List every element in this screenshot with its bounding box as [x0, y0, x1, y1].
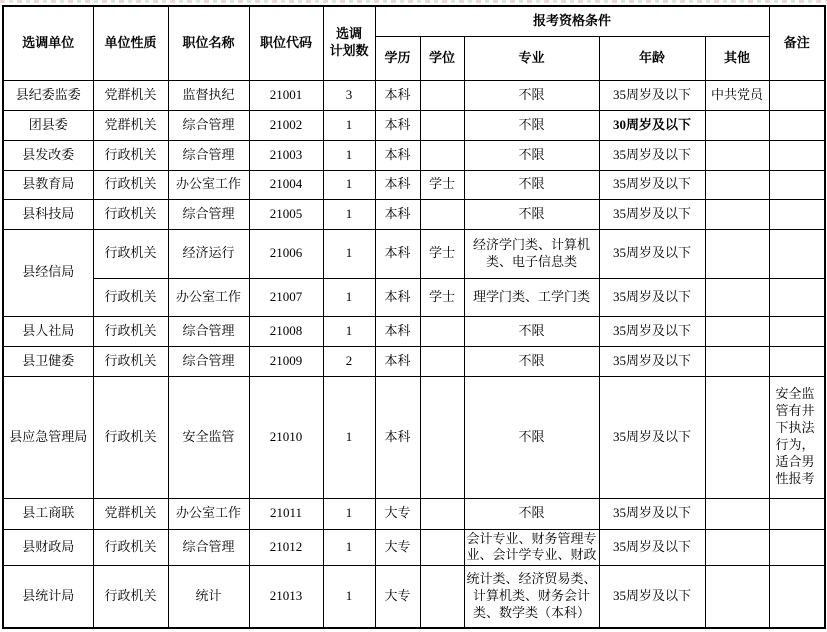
- cell-unit: 县卫健委: [3, 346, 93, 376]
- cell-remark: [769, 316, 825, 346]
- cell-age: 30周岁及以下: [599, 110, 705, 140]
- cell-degree: [420, 346, 464, 376]
- cell-education: 本科: [375, 346, 420, 376]
- cell-code: 21009: [249, 346, 323, 376]
- cell-other: 中共党员: [705, 80, 769, 110]
- cell-major: 不限: [464, 80, 599, 110]
- table-row: [3, 80, 825, 110]
- cell-nature: 行政机关: [93, 376, 168, 498]
- cell-age: 35周岁及以下: [599, 170, 705, 199]
- cell-other: [705, 199, 769, 229]
- cell-education: 本科: [375, 199, 420, 229]
- cell-other: [705, 229, 769, 278]
- cell-degree: 学士: [420, 170, 464, 199]
- col-header-degree: 学位: [420, 36, 464, 80]
- cell-nature: 党群机关: [93, 498, 168, 529]
- cell-position: 办公室工作: [168, 170, 249, 199]
- cell-position: 办公室工作: [168, 498, 249, 529]
- cell-age: 35周岁及以下: [599, 199, 705, 229]
- cell-unit: 县人社局: [3, 316, 93, 346]
- cell-other: [705, 140, 769, 170]
- col-header-major: 专业: [464, 36, 599, 80]
- cell-education: 本科: [375, 110, 420, 140]
- cell-position: 监督执纪: [168, 80, 249, 110]
- cell-plan: 1: [323, 278, 375, 316]
- col-header-code: 职位代码: [249, 6, 323, 80]
- cell-remark: [769, 566, 825, 628]
- cell-plan: 1: [323, 316, 375, 346]
- cell-position: 综合管理: [168, 346, 249, 376]
- cell-nature: 党群机关: [93, 80, 168, 110]
- cell-nature: 行政机关: [93, 229, 168, 278]
- table-row: [3, 346, 825, 376]
- cell-other: [705, 529, 769, 566]
- cell-position: 综合管理: [168, 199, 249, 229]
- table-row: [3, 199, 825, 229]
- cell-age: 35周岁及以下: [599, 80, 705, 110]
- cell-plan: 1: [323, 498, 375, 529]
- cell-unit: 县应急管理局: [3, 376, 93, 498]
- col-header-plan: [323, 6, 375, 80]
- cell-position: 综合管理: [168, 529, 249, 566]
- table-row: [3, 278, 825, 316]
- table-row: [3, 529, 825, 566]
- cell-other: [705, 110, 769, 140]
- table-row: [3, 498, 825, 529]
- cell-code: 21007: [249, 278, 323, 316]
- cell-nature: 行政机关: [93, 529, 168, 566]
- cell-major: 不限: [464, 140, 599, 170]
- cell-age: 35周岁及以下: [599, 529, 705, 566]
- recruitment-positions-table: [2, 5, 826, 629]
- cell-other: [705, 498, 769, 529]
- cell-nature: 行政机关: [93, 346, 168, 376]
- cell-education: 大专: [375, 566, 420, 628]
- cell-remark: [769, 498, 825, 529]
- cell-degree: 学士: [420, 278, 464, 316]
- col-header-age: 年龄: [599, 36, 705, 80]
- cell-plan: 1: [323, 140, 375, 170]
- col-header-plan-line1: 选调: [335, 26, 362, 42]
- cell-major: 经济学门类、计算机类、电子信息类: [464, 229, 599, 278]
- cell-degree: [420, 199, 464, 229]
- cell-degree: [420, 498, 464, 529]
- table-row: [3, 140, 825, 170]
- table-row: [3, 229, 825, 278]
- cell-unit: 县发改委: [3, 140, 93, 170]
- cell-major: 不限: [464, 316, 599, 346]
- cell-age: 35周岁及以下: [599, 140, 705, 170]
- cell-plan: 1: [323, 110, 375, 140]
- cell-unit: 县统计局: [3, 566, 93, 628]
- cell-unit: 县财政局: [3, 529, 93, 566]
- cell-major: 统计类、经济贸易类、计算机类、财务会计类、数学类（本科）: [464, 566, 599, 628]
- cell-other: [705, 316, 769, 346]
- cell-education: 本科: [375, 170, 420, 199]
- cell-age: 35周岁及以下: [599, 346, 705, 376]
- cell-plan: 1: [323, 376, 375, 498]
- col-header-position: 职位名称: [168, 6, 249, 80]
- cell-education: 本科: [375, 278, 420, 316]
- col-header-nature: 单位性质: [93, 6, 168, 80]
- cell-code: 21004: [249, 170, 323, 199]
- cell-plan: 1: [323, 199, 375, 229]
- cell-code: 21008: [249, 316, 323, 346]
- cell-unit: 县教育局: [3, 170, 93, 199]
- cell-degree: [420, 110, 464, 140]
- cell-education: 本科: [375, 376, 420, 498]
- cell-degree: 学士: [420, 229, 464, 278]
- cell-nature: 党群机关: [93, 110, 168, 140]
- cell-age: 35周岁及以下: [599, 376, 705, 498]
- cell-other: [705, 566, 769, 628]
- cell-degree: [420, 80, 464, 110]
- cell-education: 本科: [375, 140, 420, 170]
- cell-education: 本科: [375, 316, 420, 346]
- cell-plan: 1: [323, 529, 375, 566]
- cell-position: 综合管理: [168, 140, 249, 170]
- cell-nature: 行政机关: [93, 170, 168, 199]
- table-row: [3, 170, 825, 199]
- cell-degree: [420, 376, 464, 498]
- cell-age: 35周岁及以下: [599, 278, 705, 316]
- cell-other: [705, 346, 769, 376]
- cell-remark: [769, 110, 825, 140]
- cell-education: 本科: [375, 80, 420, 110]
- cell-remark: [769, 80, 825, 110]
- cell-remark: [769, 199, 825, 229]
- cell-major: 不限: [464, 346, 599, 376]
- cell-remark: 安全监管有井下执法行为，适合男性报考: [769, 376, 825, 498]
- cell-nature: 行政机关: [93, 278, 168, 316]
- cell-position: 综合管理: [168, 110, 249, 140]
- cell-position: 综合管理: [168, 316, 249, 346]
- col-header-unit: 选调单位: [3, 6, 93, 80]
- cell-code: 21012: [249, 529, 323, 566]
- cell-age: 35周岁及以下: [599, 316, 705, 346]
- col-header-plan-line2: 计划数: [329, 43, 369, 59]
- cell-major: 会计专业、财务管理专业、会计学专业、财政: [464, 529, 599, 566]
- cell-plan: 1: [323, 229, 375, 278]
- cell-education: 大专: [375, 529, 420, 566]
- cell-nature: 行政机关: [93, 566, 168, 628]
- cell-major: 不限: [464, 110, 599, 140]
- cell-nature: 行政机关: [93, 199, 168, 229]
- cell-degree: [420, 566, 464, 628]
- cell-code: 21002: [249, 110, 323, 140]
- col-header-remark: 备注: [769, 6, 825, 80]
- cell-major: 不限: [464, 199, 599, 229]
- cell-code: 21010: [249, 376, 323, 498]
- cell-other: [705, 278, 769, 316]
- cell-education: 本科: [375, 229, 420, 278]
- cell-plan: 1: [323, 566, 375, 628]
- cell-code: 21011: [249, 498, 323, 529]
- cell-code: 21006: [249, 229, 323, 278]
- cell-position: 经济运行: [168, 229, 249, 278]
- cell-code: 21005: [249, 199, 323, 229]
- cell-remark: [769, 278, 825, 316]
- cell-age: 35周岁及以下: [599, 566, 705, 628]
- cell-remark: [769, 529, 825, 566]
- col-header-education: 学历: [375, 36, 420, 80]
- cell-position: 统计: [168, 566, 249, 628]
- cell-unit: 团县委: [3, 110, 93, 140]
- cell-degree: [420, 140, 464, 170]
- cell-plan: 1: [323, 170, 375, 199]
- header-row-top: [3, 6, 825, 36]
- cell-other: [705, 376, 769, 498]
- col-header-qualification: 报考资格条件: [375, 6, 769, 36]
- cell-unit-merged: 县经信局: [3, 229, 93, 316]
- cell-plan: 3: [323, 80, 375, 110]
- cell-age: 35周岁及以下: [599, 498, 705, 529]
- cell-remark: [769, 229, 825, 278]
- cell-unit: 县科技局: [3, 199, 93, 229]
- table-row: [3, 376, 825, 498]
- cell-unit: 县工商联: [3, 498, 93, 529]
- cell-position: 安全监管: [168, 376, 249, 498]
- cell-degree: [420, 316, 464, 346]
- cell-major: 不限: [464, 170, 599, 199]
- cell-education: 大专: [375, 498, 420, 529]
- page-break-strip: [0, 0, 827, 3]
- table-row: [3, 316, 825, 346]
- cell-age: 35周岁及以下: [599, 229, 705, 278]
- table-row: [3, 110, 825, 140]
- cell-unit: 县纪委监委: [3, 80, 93, 110]
- cell-code: 21013: [249, 566, 323, 628]
- cell-code: 21003: [249, 140, 323, 170]
- cell-plan: 2: [323, 346, 375, 376]
- cell-nature: 行政机关: [93, 316, 168, 346]
- cell-degree: [420, 529, 464, 566]
- cell-remark: [769, 170, 825, 199]
- cell-other: [705, 170, 769, 199]
- cell-remark: [769, 346, 825, 376]
- cell-remark: [769, 140, 825, 170]
- cell-code: 21001: [249, 80, 323, 110]
- table-row: [3, 566, 825, 628]
- cell-major: 不限: [464, 498, 599, 529]
- cell-major: 不限: [464, 376, 599, 498]
- col-header-other: 其他: [705, 36, 769, 80]
- cell-position: 办公室工作: [168, 278, 249, 316]
- cell-nature: 行政机关: [93, 140, 168, 170]
- cell-major: 理学门类、工学门类: [464, 278, 599, 316]
